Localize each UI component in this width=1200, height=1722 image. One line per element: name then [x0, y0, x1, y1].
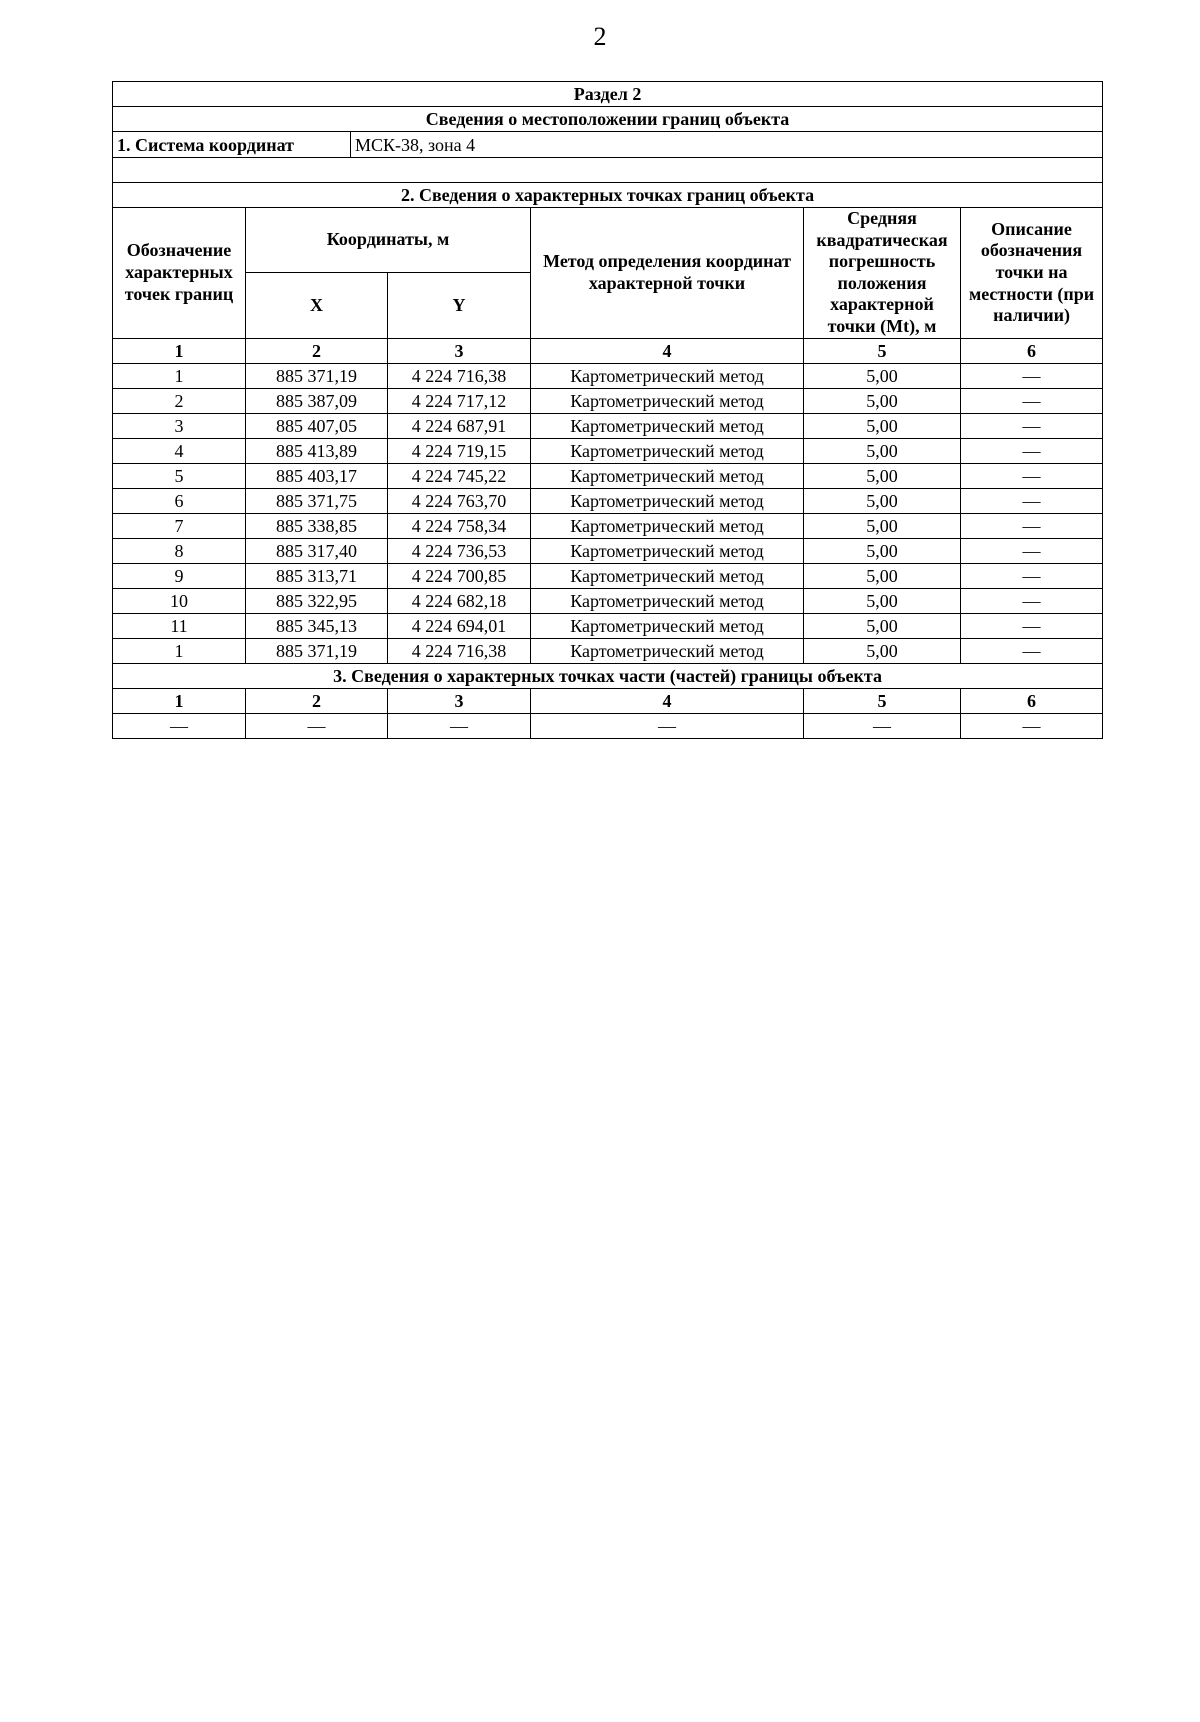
table-row — [113, 638, 1103, 663]
part2-col-numbers — [113, 338, 1103, 363]
col-number: 1 — [113, 688, 246, 713]
part2-header-row-1 — [113, 208, 1103, 273]
coord-x: 885 338,85 — [246, 513, 388, 538]
description: — — [961, 538, 1103, 563]
point-number: 4 — [113, 438, 246, 463]
point-number: 6 — [113, 488, 246, 513]
table-row — [113, 563, 1103, 588]
coord-x: 885 313,71 — [246, 563, 388, 588]
header-description: Описание обозначения точки на местности (при наличии) — [961, 208, 1103, 339]
coord-y: 4 224 745,22 — [388, 463, 531, 488]
coord-x: 885 322,95 — [246, 588, 388, 613]
mt-value: 5,00 — [804, 588, 961, 613]
col-number: 5 — [804, 338, 961, 363]
coord-y: 4 224 716,38 — [388, 638, 531, 663]
table-row — [113, 488, 1103, 513]
part2-title-row — [113, 183, 1103, 208]
table-row — [113, 413, 1103, 438]
part3-empty-row — [113, 713, 1103, 738]
coord-y: 4 224 700,85 — [388, 563, 531, 588]
description: — — [961, 388, 1103, 413]
header-error: Средняя квадратическая погрешность положения характерной точки (Mt), м — [804, 208, 961, 339]
method: Картометрический метод — [531, 638, 804, 663]
mt-value: 5,00 — [804, 388, 961, 413]
method: Картометрический метод — [531, 488, 804, 513]
boundary-table — [112, 81, 1103, 739]
col-number: 4 — [531, 338, 804, 363]
description: — — [961, 363, 1103, 388]
col-number: 6 — [961, 338, 1103, 363]
header-point: Обозначение характерных точек границ — [113, 208, 246, 339]
table-row — [113, 363, 1103, 388]
method: Картометрический метод — [531, 363, 804, 388]
coord-y: 4 224 687,91 — [388, 413, 531, 438]
method: Картометрический метод — [531, 588, 804, 613]
mt-value: 5,00 — [804, 488, 961, 513]
mt-value: 5,00 — [804, 438, 961, 463]
description: — — [961, 613, 1103, 638]
section-subtitle-row — [113, 107, 1103, 132]
description: — — [961, 513, 1103, 538]
col-number: 3 — [388, 338, 531, 363]
page-number: 2 — [593, 22, 607, 51]
coord-x: 885 403,17 — [246, 463, 388, 488]
description: — — [961, 638, 1103, 663]
header-x: X — [246, 273, 388, 338]
coord-y: 4 224 682,18 — [388, 588, 531, 613]
description: — — [961, 563, 1103, 588]
table-row — [113, 513, 1103, 538]
method: Картометрический метод — [531, 438, 804, 463]
table-row — [113, 463, 1103, 488]
section-title: Раздел 2 — [113, 82, 1103, 107]
table-row — [113, 588, 1103, 613]
coord-x: 885 387,09 — [246, 388, 388, 413]
coord-y: 4 224 717,12 — [388, 388, 531, 413]
method: Картометрический метод — [531, 613, 804, 638]
coord-x: 885 371,75 — [246, 488, 388, 513]
coord-system-row — [113, 132, 1103, 158]
point-number: 3 — [113, 413, 246, 438]
description: — — [961, 588, 1103, 613]
col-number: 6 — [961, 688, 1103, 713]
coord-y: 4 224 736,53 — [388, 538, 531, 563]
section-subtitle: Сведения о местоположении границ объекта — [113, 107, 1103, 132]
coord-x: 885 413,89 — [246, 438, 388, 463]
col-number: 1 — [113, 338, 246, 363]
coord-x: 885 407,05 — [246, 413, 388, 438]
description: — — [961, 438, 1103, 463]
mt-value: 5,00 — [804, 563, 961, 588]
blank-cell — [113, 158, 1103, 183]
empty-cell: — — [246, 713, 388, 738]
coord-y: 4 224 763,70 — [388, 488, 531, 513]
col-number: 5 — [804, 688, 961, 713]
point-number: 1 — [113, 363, 246, 388]
col-number: 2 — [246, 338, 388, 363]
coord-system-value: МСК-38, зона 4 — [350, 132, 1102, 157]
part2-title: 2. Сведения о характерных точках границ объекта — [113, 183, 1103, 208]
method: Картометрический метод — [531, 413, 804, 438]
table-row — [113, 613, 1103, 638]
mt-value: 5,00 — [804, 363, 961, 388]
col-number: 3 — [388, 688, 531, 713]
col-number: 2 — [246, 688, 388, 713]
coord-y: 4 224 719,15 — [388, 438, 531, 463]
coord-x: 885 371,19 — [246, 638, 388, 663]
empty-cell: — — [388, 713, 531, 738]
mt-value: 5,00 — [804, 413, 961, 438]
coord-system-cell — [113, 132, 1103, 158]
point-number: 1 — [113, 638, 246, 663]
empty-cell: — — [531, 713, 804, 738]
part3-col-numbers — [113, 688, 1103, 713]
section-title-row — [113, 82, 1103, 107]
coord-system-label: 1. Система координат — [117, 134, 294, 155]
header-method: Метод определения координат характерной точки — [531, 208, 804, 339]
point-number: 8 — [113, 538, 246, 563]
header-coords: Координаты, м — [246, 208, 531, 273]
coord-y: 4 224 716,38 — [388, 363, 531, 388]
coord-x: 885 317,40 — [246, 538, 388, 563]
table-row — [113, 538, 1103, 563]
coord-y: 4 224 758,34 — [388, 513, 531, 538]
method: Картометрический метод — [531, 463, 804, 488]
description: — — [961, 488, 1103, 513]
point-number: 9 — [113, 563, 246, 588]
method: Картометрический метод — [531, 388, 804, 413]
empty-cell: — — [113, 713, 246, 738]
mt-value: 5,00 — [804, 513, 961, 538]
point-number: 10 — [113, 588, 246, 613]
point-number: 2 — [113, 388, 246, 413]
mt-value: 5,00 — [804, 538, 961, 563]
coord-x: 885 371,19 — [246, 363, 388, 388]
table-row — [113, 438, 1103, 463]
coord-y: 4 224 694,01 — [388, 613, 531, 638]
point-number: 5 — [113, 463, 246, 488]
empty-cell: — — [961, 713, 1103, 738]
point-number: 7 — [113, 513, 246, 538]
blank-row — [113, 158, 1103, 183]
coord-x: 885 345,13 — [246, 613, 388, 638]
part3-title-row — [113, 663, 1103, 688]
mt-value: 5,00 — [804, 463, 961, 488]
col-number: 4 — [531, 688, 804, 713]
mt-value: 5,00 — [804, 638, 961, 663]
method: Картометрический метод — [531, 563, 804, 588]
description: — — [961, 463, 1103, 488]
part3-title: 3. Сведения о характерных точках части (частей) границы объекта — [113, 663, 1103, 688]
point-number: 11 — [113, 613, 246, 638]
mt-value: 5,00 — [804, 613, 961, 638]
method: Картометрический метод — [531, 538, 804, 563]
description: — — [961, 413, 1103, 438]
header-y: Y — [388, 273, 531, 338]
table-row — [113, 388, 1103, 413]
method: Картометрический метод — [531, 513, 804, 538]
empty-cell: — — [804, 713, 961, 738]
